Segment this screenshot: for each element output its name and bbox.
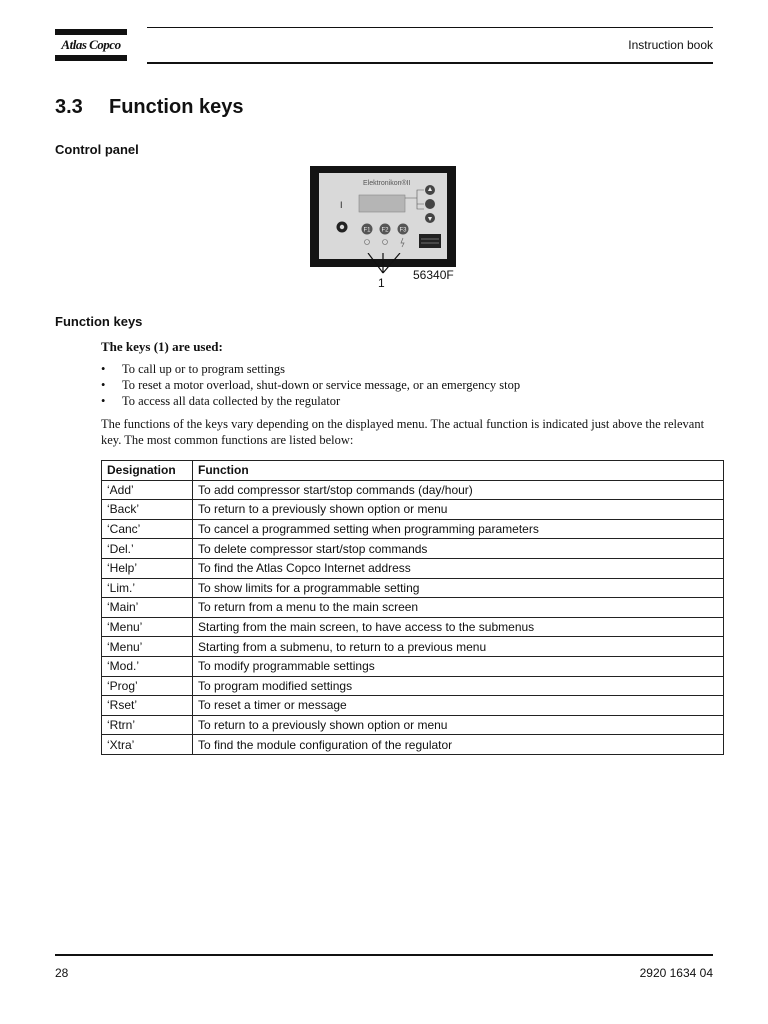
- function-cell: To cancel a programmed setting when programming parameters: [193, 519, 724, 539]
- key-symbol-icon: [383, 240, 388, 245]
- function-cell: To show limits for a programmable setting: [193, 578, 724, 598]
- table-row: [102, 617, 724, 637]
- table-row: [102, 558, 724, 578]
- list-item: • To reset a motor overload, shut-down or service message, or an emergency stop: [101, 378, 521, 392]
- list-item: • To access all data collected by the regulator: [101, 394, 341, 408]
- functions-paragraph: The functions of the keys vary depending on the displayed menu. The actual function is indicated just above the relevant key. The most common functions are listed below:: [101, 417, 705, 447]
- function-cell: To find the Atlas Copco Internet address: [193, 558, 724, 578]
- table-row: [102, 656, 724, 676]
- section-title: Function keys: [109, 96, 244, 118]
- header-rule-bottom: [147, 62, 713, 64]
- function-cell: To program modified settings: [193, 676, 724, 696]
- column-header-function: Function: [193, 461, 724, 481]
- enter-key: [425, 199, 435, 209]
- device-label: Elektronikon®II: [363, 180, 411, 187]
- table-row: [102, 735, 724, 755]
- brand-plate: [419, 234, 441, 248]
- document-number: 2920 1634 04: [639, 966, 713, 980]
- table-row: [102, 696, 724, 716]
- table-row: [102, 598, 724, 618]
- lightning-icon: [401, 238, 404, 247]
- list-item-text: To access all data collected by the regulator: [122, 394, 341, 408]
- scroll-keys: [405, 185, 435, 223]
- function-cell: To find the module configuration of the regulator: [193, 735, 724, 755]
- function-cell: To return from a menu to the main screen: [193, 598, 724, 618]
- function-keys-heading: Function keys: [55, 314, 143, 329]
- control-panel-heading: Control panel: [55, 142, 139, 157]
- key-symbol-icon: [365, 240, 370, 245]
- start-symbol: I: [340, 200, 343, 210]
- function-cell: To reset a timer or message: [193, 696, 724, 716]
- control-panel-face: [319, 173, 447, 259]
- document-type-label: Instruction book: [628, 38, 713, 52]
- designation-cell: ‘Main’: [102, 598, 193, 618]
- table-row: [102, 519, 724, 539]
- designation-cell: ‘Mod.’: [102, 656, 193, 676]
- figure-code: 56340F: [413, 268, 454, 282]
- list-item-text: To call up or to program settings: [122, 362, 285, 376]
- function-cell: To return to a previously shown option or menu: [193, 500, 724, 520]
- footer-rule: [55, 954, 713, 956]
- display-window: [359, 195, 405, 212]
- function-cell: To add compressor start/stop commands (day/hour): [193, 480, 724, 500]
- function-cell: To modify programmable settings: [193, 656, 724, 676]
- table-header-row: [102, 461, 724, 481]
- function-cell: Starting from the main screen, to have access to the submenus: [193, 617, 724, 637]
- usage-list: [101, 361, 520, 409]
- designation-cell: ‘Help’: [102, 558, 193, 578]
- designation-cell: ‘Canc’: [102, 519, 193, 539]
- function-key-3-label: F3: [399, 227, 407, 234]
- column-header-designation: Designation: [102, 461, 193, 481]
- stop-button-ring: [340, 225, 344, 229]
- list-item: • To call up or to program settings: [101, 362, 285, 376]
- designation-cell: ‘Menu’: [102, 617, 193, 637]
- designation-cell: ‘Rset’: [102, 696, 193, 716]
- designation-cell: ‘Rtrn’: [102, 715, 193, 735]
- table-row: [102, 578, 724, 598]
- function-cell: Starting from a submenu, to return to a previous menu: [193, 637, 724, 657]
- callout-lines: [352, 253, 412, 277]
- control-panel-drawing: [319, 173, 447, 259]
- function-cell: To delete compressor start/stop commands: [193, 539, 724, 559]
- function-cell: To return to a previously shown option or menu: [193, 715, 724, 735]
- designation-cell: ‘Prog’: [102, 676, 193, 696]
- table-row: [102, 715, 724, 735]
- function-keys-table: [101, 460, 724, 755]
- control-panel-figure: [310, 166, 456, 267]
- table-row: [102, 480, 724, 500]
- list-item-text: To reset a motor overload, shut-down or service message, or an emergency stop: [122, 378, 521, 392]
- table-row: [102, 637, 724, 657]
- logo-bar-bottom: [55, 55, 127, 61]
- keys-intro: The keys (1) are used:: [101, 339, 223, 354]
- logo-text: Atlas Copco: [61, 37, 121, 52]
- header-rule-top: [147, 27, 713, 28]
- function-key-2-label: F2: [381, 227, 389, 234]
- table-row: [102, 500, 724, 520]
- designation-cell: ‘Menu’: [102, 637, 193, 657]
- callout-number: 1: [378, 276, 385, 290]
- function-key-1-label: F1: [363, 227, 371, 234]
- page-number: 28: [55, 966, 69, 980]
- atlas-copco-logo: [55, 29, 127, 61]
- designation-cell: ‘Xtra’: [102, 735, 193, 755]
- table-row: [102, 676, 724, 696]
- designation-cell: ‘Add’: [102, 480, 193, 500]
- designation-cell: ‘Del.’: [102, 539, 193, 559]
- designation-cell: ‘Back’: [102, 500, 193, 520]
- section-number: 3.3: [55, 96, 83, 118]
- designation-cell: ‘Lim.’: [102, 578, 193, 598]
- table-row: [102, 539, 724, 559]
